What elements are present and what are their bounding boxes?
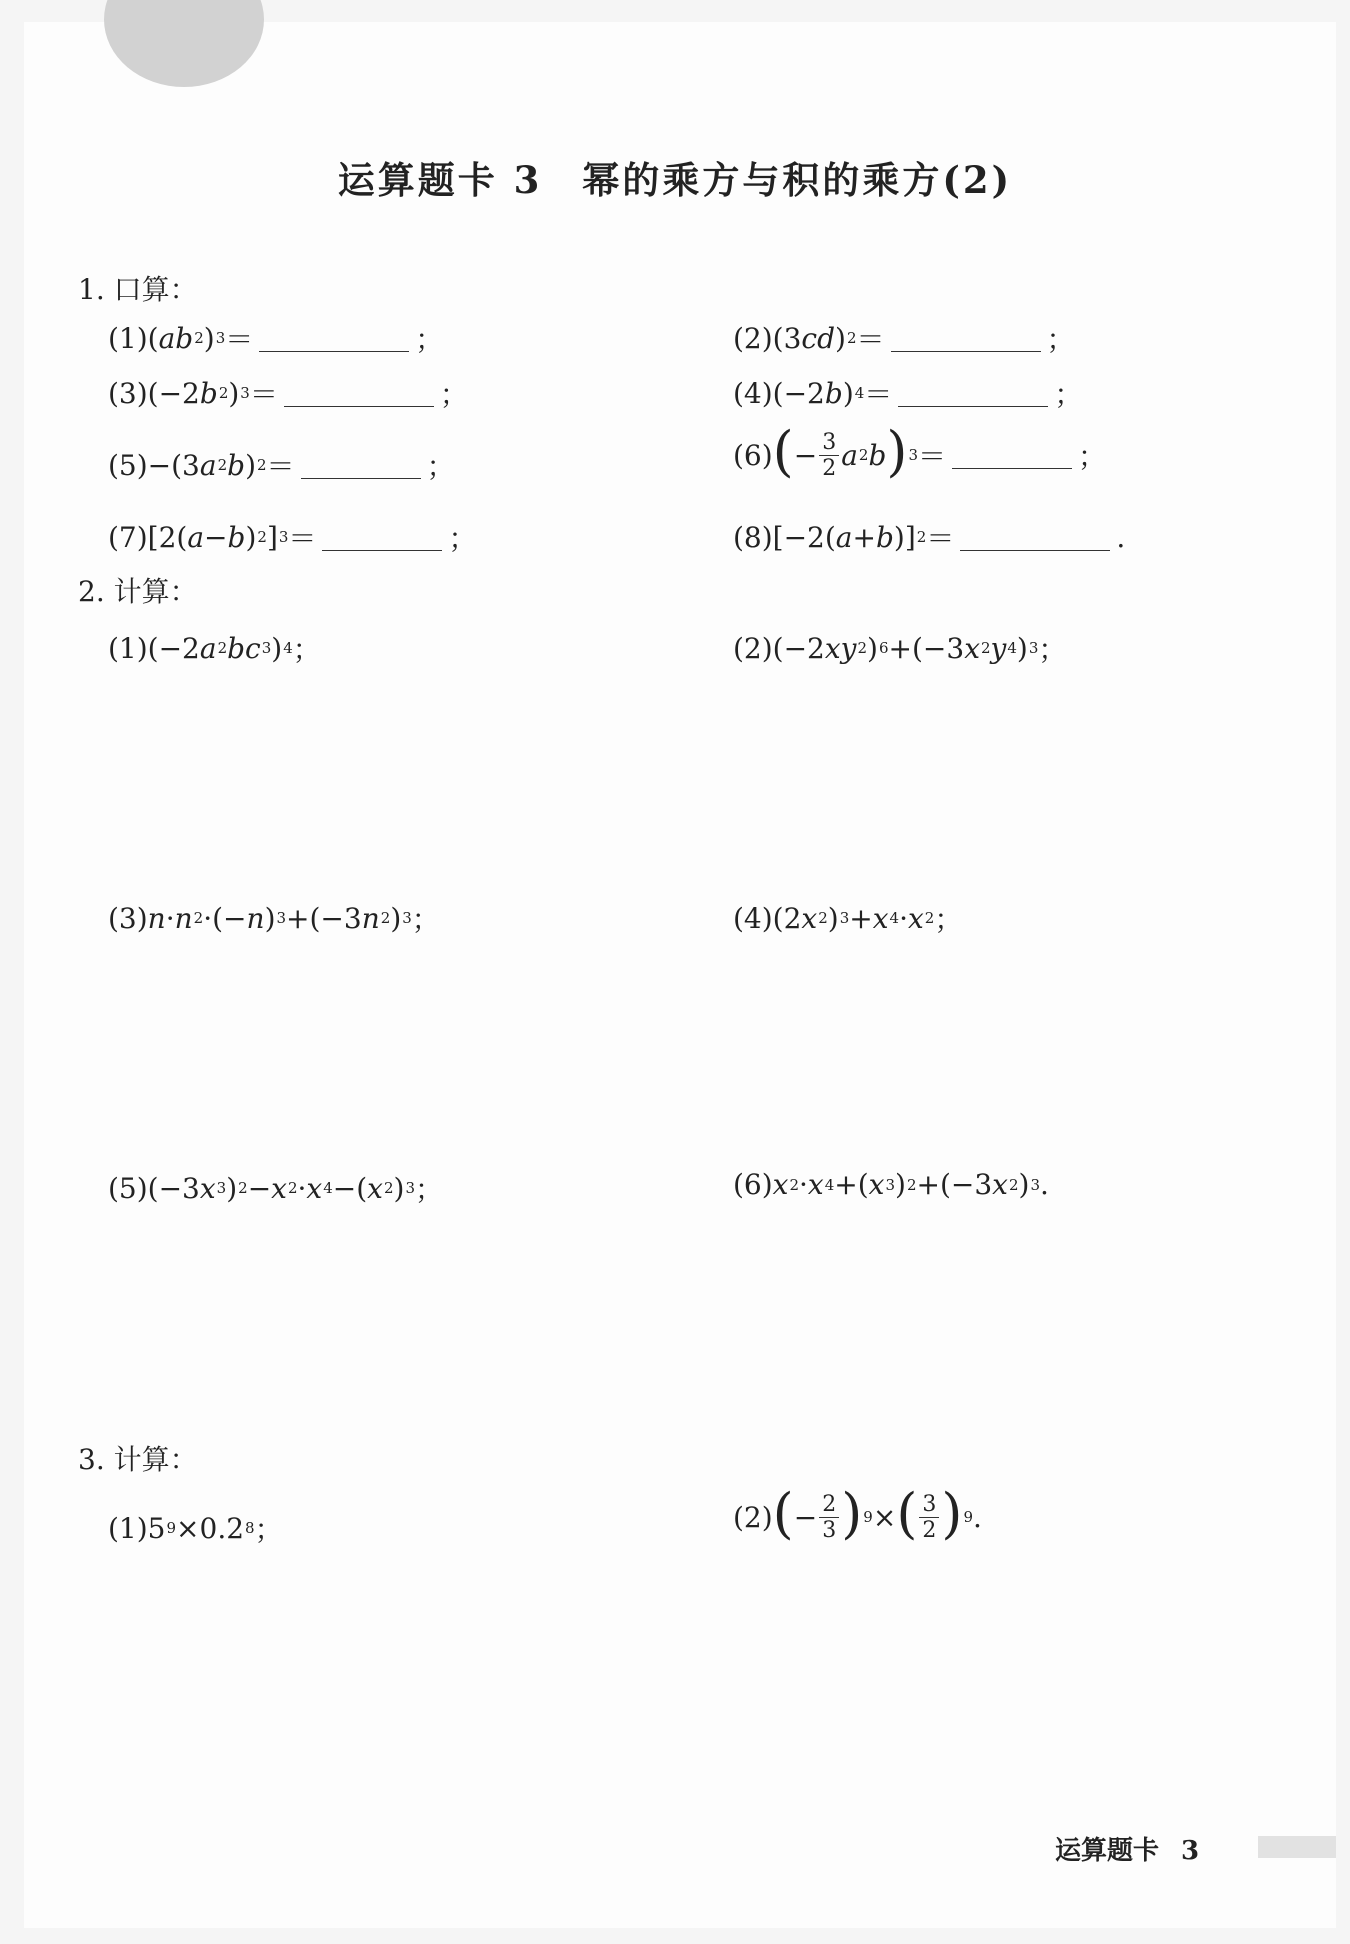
q1-8: (8) [−2( a + b )] 2 ＝ . [733,520,1126,555]
q2-6: (6) x 2 · x 4 +( x 3 ) 2 +(−3 x 2 ) 3 . [733,1168,1049,1201]
page-footer [1055,1830,1199,1867]
answer-blank[interactable] [322,524,442,551]
answer-blank[interactable] [960,524,1110,551]
q3-2: (2) ( − $\frac{2}{3}$ ) 9 × ( $\frac{3}{2}$ ) 9 . [733,1482,982,1545]
q1-5: (5) −(3 a 2 b ) 2 ＝ ； [108,448,455,483]
q1-7: (7) [2( a − b ) 2 ] 3 ＝ ； [108,520,477,555]
answer-blank[interactable] [891,325,1041,352]
q2-1: (1) (−2 a 2 bc 3 ) 4 ； [108,631,321,666]
page-title: 运算题卡 3 幂的乘方与积的乘方(2) [337,158,1013,202]
q2-3: (3) n · n 2 ·(− n ) 3 +(−3 n 2 ) 3 ； [108,901,440,936]
answer-blank[interactable] [898,380,1048,407]
answer-blank[interactable] [301,452,421,479]
page-number: 3 [1181,1836,1200,1866]
section-2-heading: 2. 计算： [78,575,198,608]
q1-1: (1) ( ab 2 ) 3 ＝ ； [108,321,444,356]
footer-decoration [1258,1836,1336,1858]
q3-1: (1) 5 9 ×0.2 8 ； [108,1511,283,1546]
answer-blank[interactable] [952,442,1072,469]
q2-4: (4) (2 x 2 ) 3 + x 4 · x 2 ； [733,901,963,936]
footer-label: 运算题卡 [1055,1836,1160,1866]
q2-5: (5) (−3 x 3 ) 2 − x 2 · x 4 −( x 2 ) 3 ； [108,1171,443,1206]
answer-blank[interactable] [259,325,409,352]
answer-blank[interactable] [284,380,434,407]
q1-4: (4) (−2 b ) 4 ＝ ； [733,376,1083,411]
q2-2: (2) (−2 xy 2 ) 6 +(−3 x 2 y 4 ) 3 ； [733,631,1067,666]
corner-decoration [104,0,264,87]
q1-2: (2) (3 cd ) 2 ＝ ； [733,321,1075,356]
section-3-heading: 3. 计算： [78,1443,198,1476]
q1-6: (6) ( − $\frac{3}{2}$ a 2 b ) 3 ＝ ； [733,420,1107,483]
worksheet-page [24,22,1336,1928]
q1-3: (3) (−2 b 2 ) 3 ＝ ； [108,376,468,411]
section-1-heading: 1. 口算： [78,273,198,306]
